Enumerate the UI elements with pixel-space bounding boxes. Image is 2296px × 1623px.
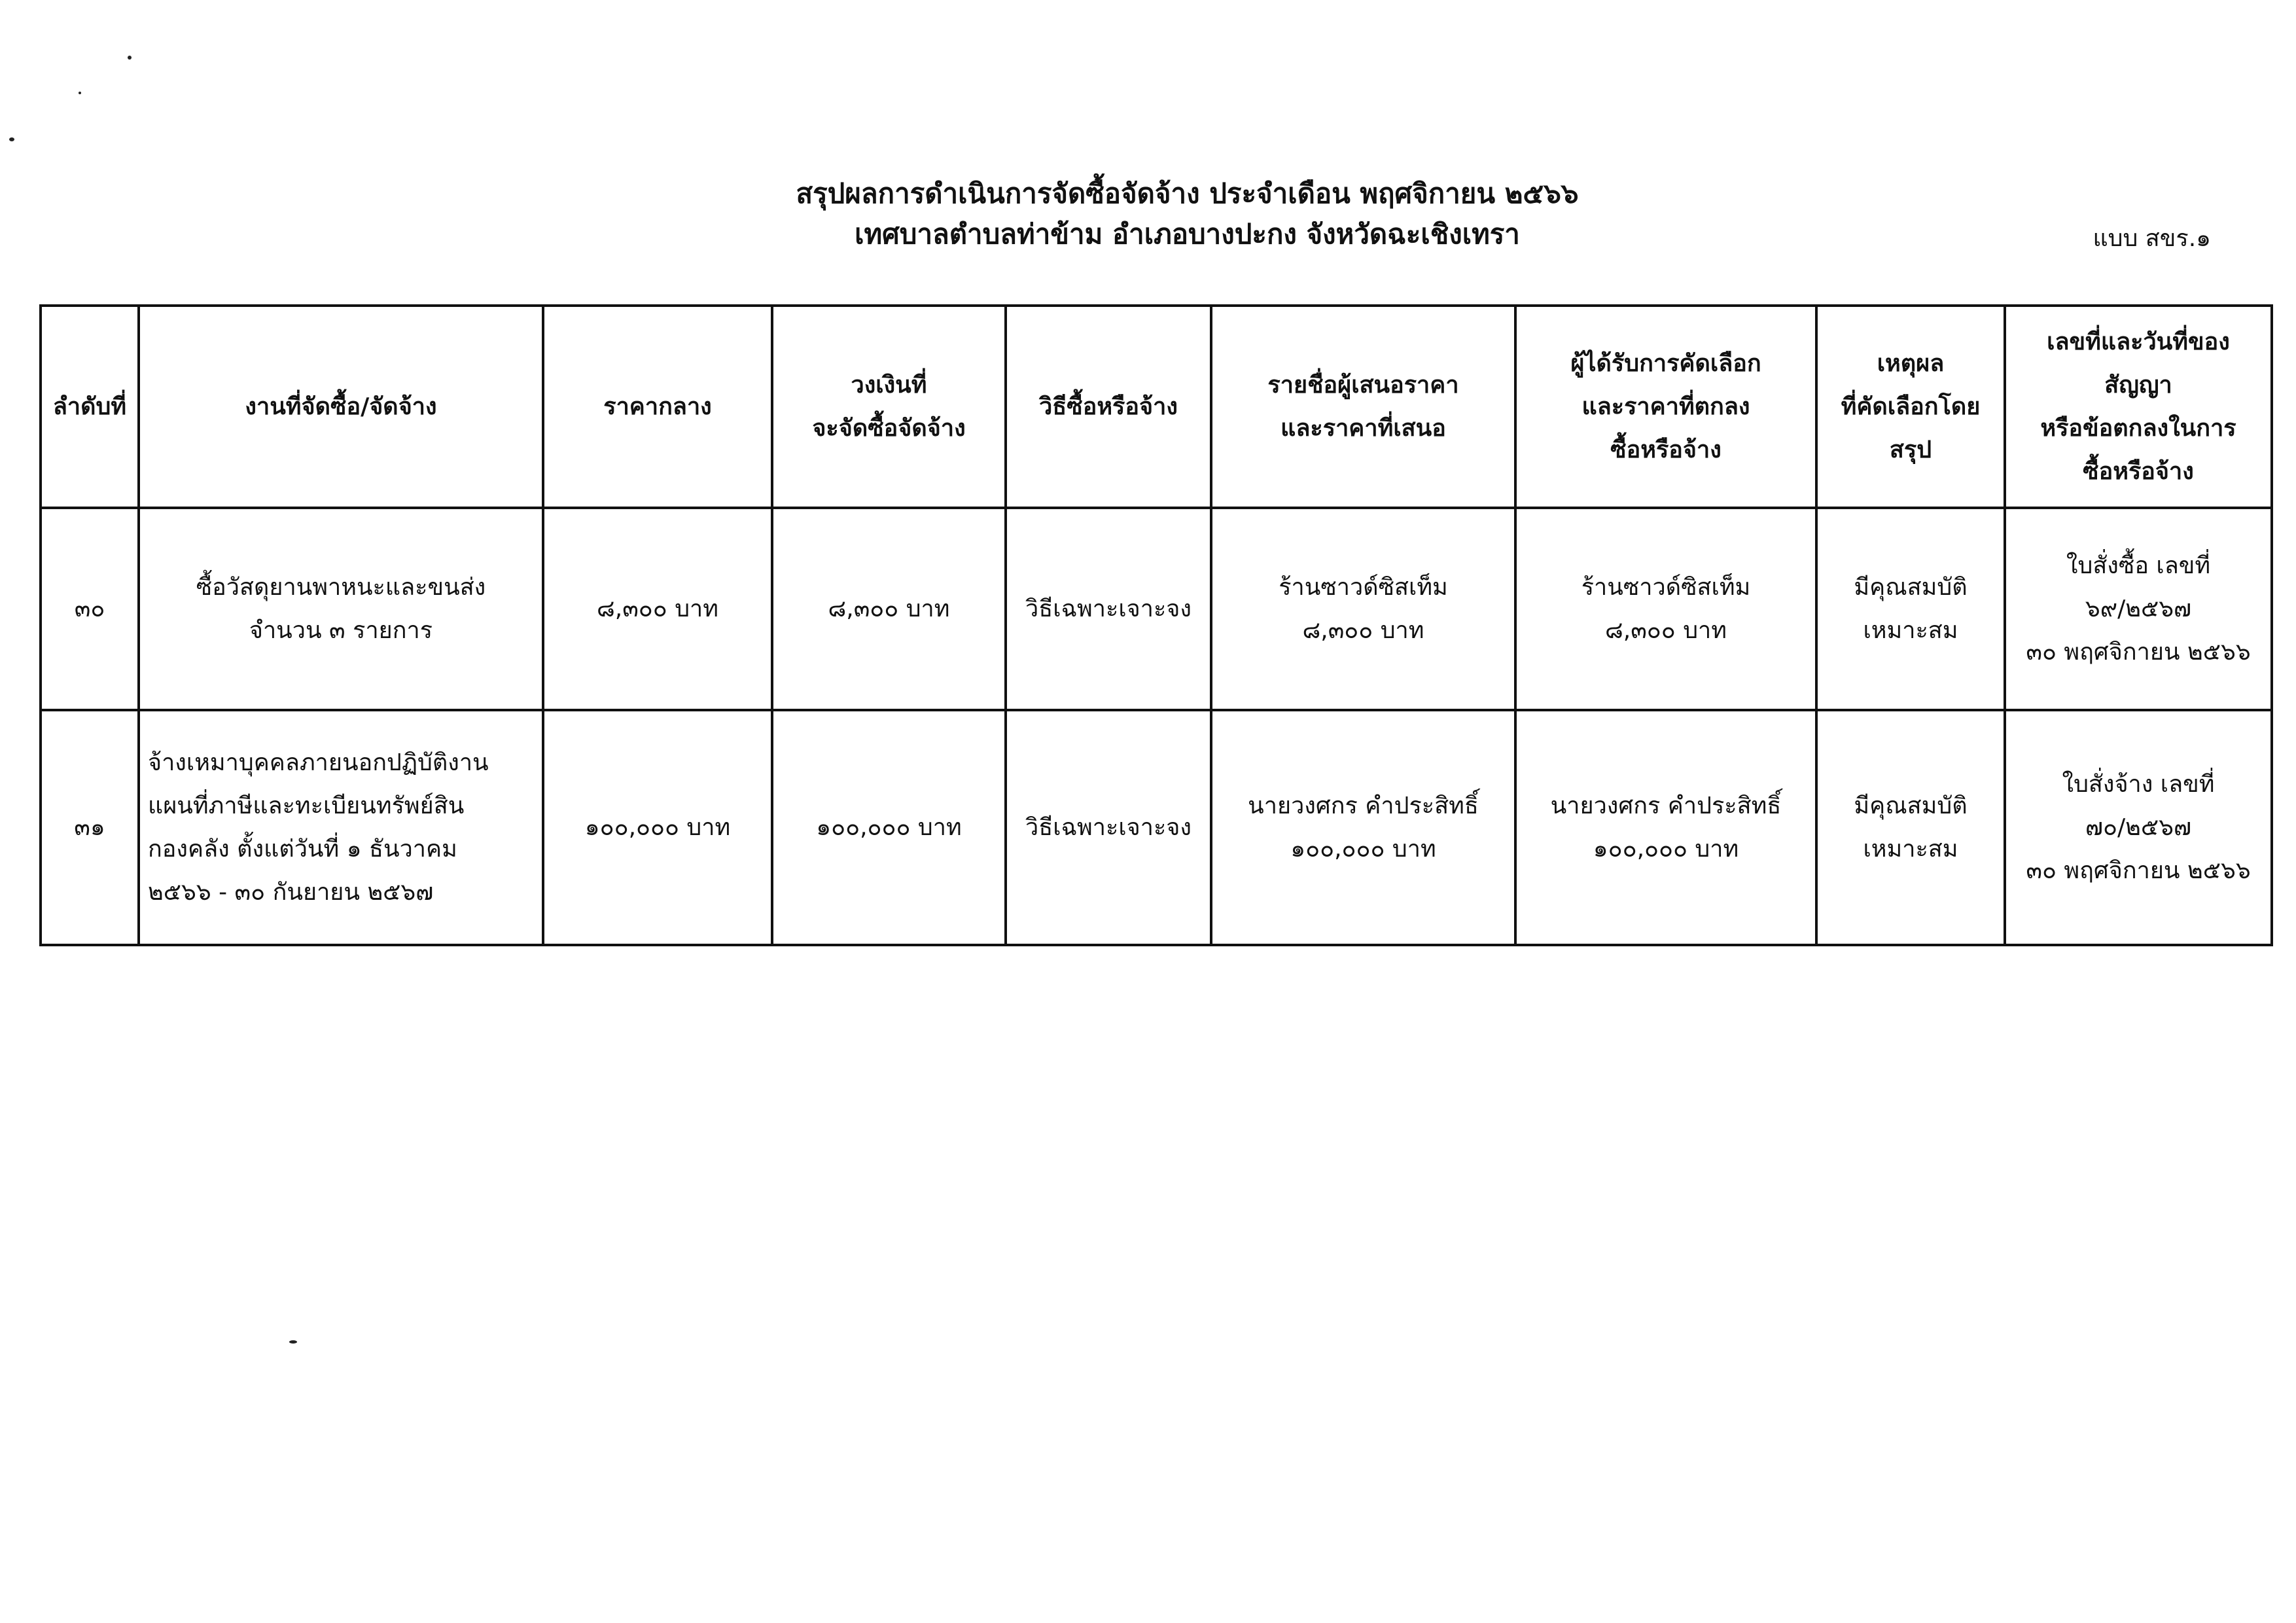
cell-contract [2005, 710, 2272, 945]
cell-text: ๘,๓๐๐ บาท [1604, 616, 1727, 644]
scan-speck [9, 137, 14, 141]
table-header-row [41, 306, 2272, 508]
cell-text: ๑๐๐,๐๐๐ บาท [1593, 835, 1739, 863]
cell-text: ซื้อวัสดุยานพาหนะและขนส่ง [196, 573, 486, 601]
cell-text: ๓๐ พฤศจิกายน ๒๕๖๖ [2026, 638, 2251, 666]
cell-method: วิธีเฉพาะเจาะจง [1006, 710, 1211, 945]
header-text: เหตุผล [1877, 349, 1945, 377]
cell-bidders [1211, 508, 1515, 710]
cell-contract [2005, 508, 2272, 710]
header-text: ซื้อหรือจ้าง [1610, 436, 1722, 463]
cell-text: แผนที่ภาษีและทะเบียนทรัพย์สิน [148, 792, 465, 819]
cell-text: มีคุณสมบัติ [1854, 792, 1968, 819]
form-code: แบบ สขร.๑ [2093, 225, 2211, 252]
table-row [41, 710, 2272, 945]
cell-text: ๘,๓๐๐ บาท [1302, 616, 1424, 644]
header-text: สรุป [1889, 436, 1932, 463]
cell-budget: ๑๐๐,๐๐๐ บาท [772, 710, 1006, 945]
cell-text: ใบสั่งซื้อ เลขที่ [2066, 552, 2211, 579]
header-method [1006, 306, 1211, 508]
header-text: และราคาที่ตกลง [1581, 393, 1750, 420]
cell-item [139, 508, 543, 710]
cell-no: ๓๑ [41, 710, 139, 945]
scan-speck [79, 92, 81, 94]
document-header [0, 173, 2296, 255]
header-median-price [543, 306, 772, 508]
header-text: ซื้อหรือจ้าง [2083, 457, 2194, 485]
scan-speck [289, 1340, 297, 1344]
cell-text: เหมาะสม [1863, 835, 1958, 863]
cell-reason [1816, 508, 2005, 710]
header-text: และราคาที่เสนอ [1280, 414, 1446, 442]
header-text: ราคากลาง [603, 393, 712, 420]
header-contract [2005, 306, 2272, 508]
cell-selected [1515, 710, 1816, 945]
header-reason [1816, 306, 2005, 508]
header-text: จะจัดซื้อจัดจ้าง [812, 414, 966, 442]
cell-text: ๓๐ พฤศจิกายน ๒๕๖๖ [2026, 857, 2251, 884]
header-text: รายชื่อผู้เสนอราคา [1267, 371, 1459, 399]
header-selected [1515, 306, 1816, 508]
procurement-summary-table [39, 304, 2273, 946]
cell-text: ร้านซาวด์ซิสเท็ม [1279, 573, 1448, 601]
table-row [41, 508, 2272, 710]
cell-bidders [1211, 710, 1515, 945]
document-title: สรุปผลการดำเนินการจัดซื้อจัดจ้าง ประจำเดือน พฤศจิกายน ๒๕๖๖ [796, 177, 1579, 209]
cell-text: จ้างเหมาบุคคลภายนอกปฏิบัติงาน [148, 749, 489, 776]
cell-text: นายวงศกร คำประสิทธิ์ [1248, 792, 1479, 819]
header-text: วงเงินที่ [851, 371, 927, 399]
header-text: ที่คัดเลือกโดย [1841, 393, 1981, 420]
header-budget [772, 306, 1006, 508]
cell-reason [1816, 710, 2005, 945]
cell-item [139, 710, 543, 945]
header-text: สัญญา [2104, 371, 2172, 399]
header-text: งานที่จัดซื้อ/จัดจ้าง [245, 393, 437, 420]
cell-budget: ๘,๓๐๐ บาท [772, 508, 1006, 710]
cell-text: เหมาะสม [1863, 616, 1958, 644]
cell-text: นายวงศกร คำประสิทธิ์ [1550, 792, 1782, 819]
cell-no: ๓๐ [41, 508, 139, 710]
header-item [139, 306, 543, 508]
cell-text: ๖๙/๒๕๖๗ [2085, 595, 2192, 622]
scan-speck [128, 56, 132, 60]
cell-median-price: ๑๐๐,๐๐๐ บาท [543, 710, 772, 945]
cell-text: ๒๕๖๖ - ๓๐ กันยายน ๒๕๖๗ [148, 878, 434, 906]
header-text: หรือข้อตกลงในการ [2040, 414, 2236, 442]
cell-text: ๑๐๐,๐๐๐ บาท [1290, 835, 1436, 863]
header-text: เลขที่และวันที่ของ [2047, 328, 2230, 355]
cell-text: จำนวน ๓ รายการ [249, 616, 433, 644]
cell-text: ร้านซาวด์ซิสเท็ม [1581, 573, 1751, 601]
cell-text: ๗๐/๒๕๖๗ [2085, 813, 2192, 841]
header-text: ผู้ได้รับการคัดเลือก [1570, 349, 1761, 377]
header-text: ลำดับที่ [52, 393, 127, 420]
cell-text: ใบสั่งจ้าง เลขที่ [2062, 770, 2215, 798]
cell-median-price: ๘,๓๐๐ บาท [543, 508, 772, 710]
cell-text: กองคลัง ตั้งแต่วันที่ ๑ ธันวาคม [148, 835, 457, 863]
cell-method: วิธีเฉพาะเจาะจง [1006, 508, 1211, 710]
cell-selected [1515, 508, 1816, 710]
document-subtitle: เทศบาลตำบลท่าข้าม อำเภอบางปะกง จังหวัดฉะเชิงเทรา [855, 218, 1520, 250]
cell-text: มีคุณสมบัติ [1854, 573, 1968, 601]
header-text: วิธีซื้อหรือจ้าง [1039, 393, 1178, 420]
header-bidders [1211, 306, 1515, 508]
header-no [41, 306, 139, 508]
